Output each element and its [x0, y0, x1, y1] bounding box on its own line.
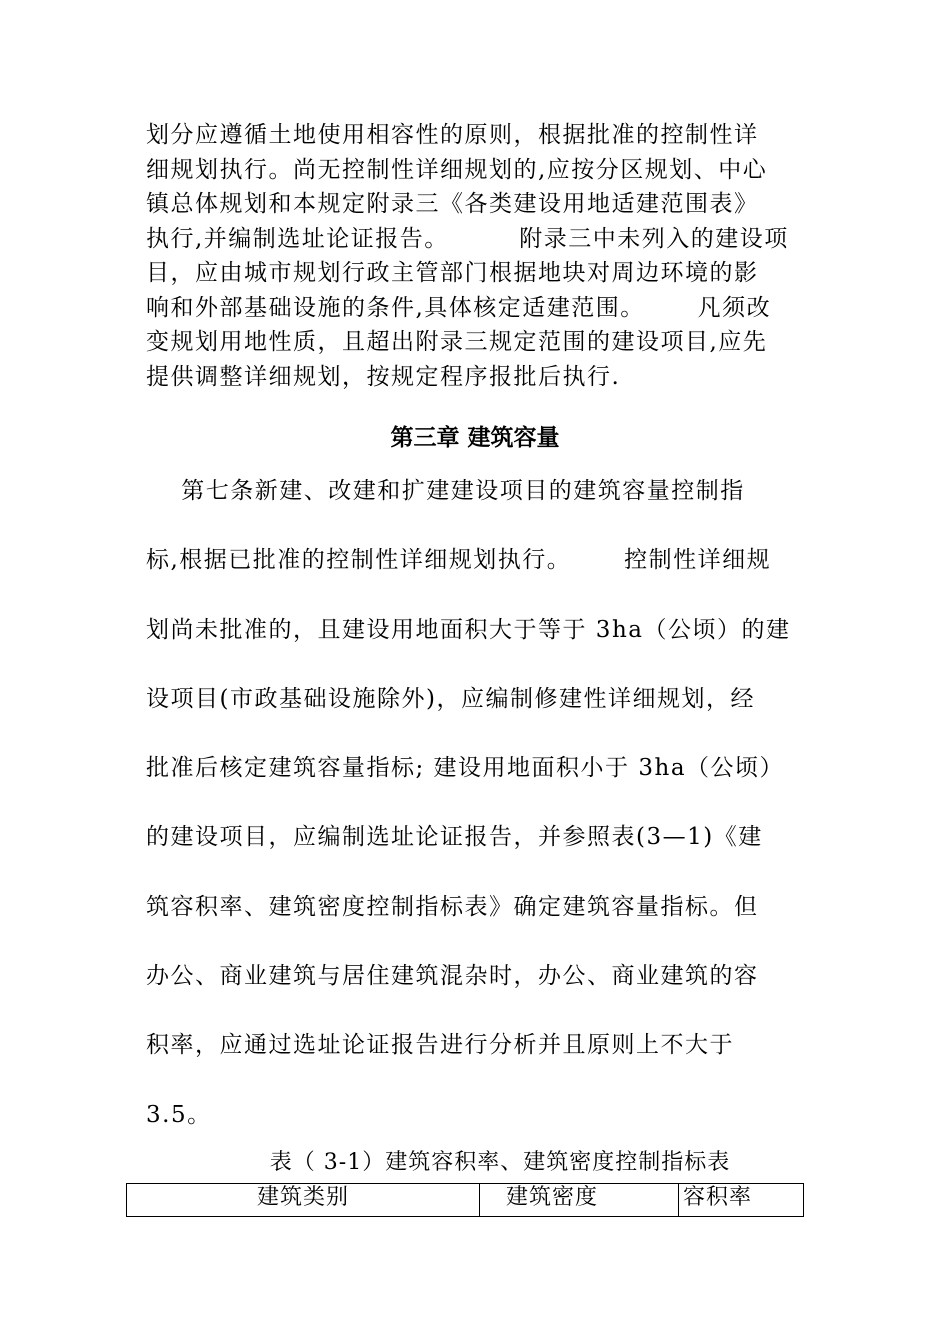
header-building-category: 建筑类别: [127, 1184, 480, 1217]
text-line: 细规划执行。尚无控制性详细规划的,应按分区规划、中心: [146, 156, 768, 183]
chapter-title: 第三章 建筑容量: [390, 425, 560, 451]
text-line: 目，应由城市规划行政主管部门根据地块对周边环境的影: [146, 260, 759, 286]
text-line: 积率，应通过选址论证报告进行分析并且原则上不大于: [146, 1032, 734, 1059]
text-line: 划尚未批准的，且建设用地面积大于等于 3ha（公顷）的建: [146, 616, 791, 643]
text-line: 设项目(市政基础设施除外)，应编制修建性详细规划，经: [146, 685, 755, 712]
text-line: 变规划用地性质，且超出附录三规定范围的建设项目,应先: [146, 329, 768, 355]
header-building-density: 建筑密度: [480, 1184, 679, 1217]
text-line: 3.5。: [146, 1101, 212, 1128]
table-caption: 表（ 3-1）建筑容积率、建筑密度控制指标表: [269, 1150, 731, 1175]
header-floor-area-ratio: 容积率: [679, 1184, 804, 1217]
text-line: 筑容积率、建筑密度控制指标表》确定建筑容量指标。但: [146, 893, 759, 920]
control-index-table: [126, 1183, 804, 1217]
text-line: 响和外部基础设施的条件,具体核定适建范围。 凡须改: [146, 294, 772, 321]
text-line: 镇总体规划和本规定附录三《各类建设用地适建范围表》: [146, 191, 759, 217]
text-line: 的建设项目，应编制选址论证报告，并参照表(3—1)《建: [146, 824, 763, 851]
text-line: 执行,并编制选址论证报告。 附录三中未列入的建设项: [146, 225, 789, 252]
text-line: 标,根据已批准的控制性详细规划执行。 控制性详细规: [146, 547, 772, 574]
text-line: 划分应遵循土地使用相容性的原则，根据批准的控制性详: [146, 122, 759, 148]
table-header-row: [127, 1184, 804, 1217]
paragraph-land-use: [146, 118, 806, 394]
text-line: 办公、商业建筑与居住建筑混杂时，办公、商业建筑的容: [146, 963, 759, 990]
text-line: 批准后核定建筑容量指标; 建设用地面积小于 3ha（公顷）: [146, 755, 785, 782]
text-line: 提供调整详细规划，按规定程序报批后执行.: [146, 363, 621, 390]
paragraph-building-capacity: [146, 468, 806, 1161]
text-line: 第七条新建、改建和扩建建设项目的建筑容量控制指: [146, 478, 745, 504]
